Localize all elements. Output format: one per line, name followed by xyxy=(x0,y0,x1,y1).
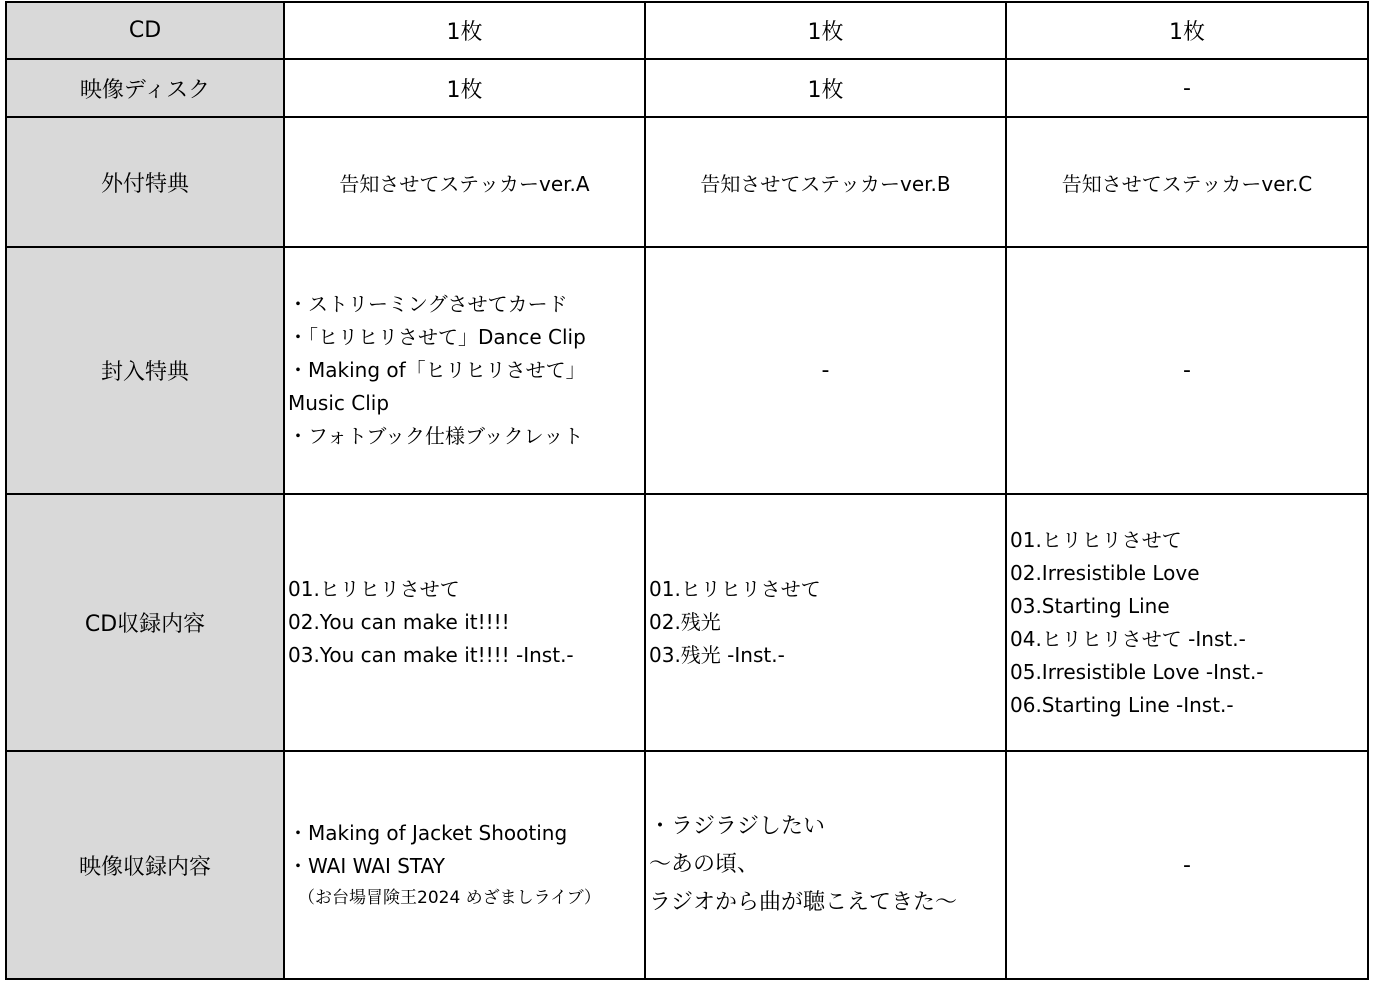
track-item: 06.Starting Line -Inst.- xyxy=(1010,692,1234,717)
cell-video-contents-b xyxy=(645,751,1006,979)
list-item-note: （お台場冒険王2024 めざましライブ） xyxy=(298,888,601,908)
table-row-video-contents xyxy=(6,751,1368,979)
list-item: ・フォトブック仕様ブックレット xyxy=(288,424,584,448)
product-comparison-table xyxy=(5,1,1369,980)
table-row-cd xyxy=(6,2,1368,59)
track-item: 01.ヒリヒリさせて xyxy=(1010,527,1182,552)
cell-external-bonus-c: 告知させてステッカーver.C xyxy=(1006,117,1368,247)
track-item: 03.残光 -Inst.- xyxy=(649,643,785,667)
track-item: 03.You can make it!!!! -Inst.- xyxy=(288,643,574,667)
table-row-video-disc xyxy=(6,59,1368,117)
cell-cd-b: 1枚 xyxy=(645,2,1006,59)
list-item: ・ストリーミングさせてカード xyxy=(288,292,568,316)
cell-cd-contents-c xyxy=(1006,494,1368,751)
cell-cd-contents-b xyxy=(645,494,1006,751)
table-row-external-bonus xyxy=(6,117,1368,247)
cell-cd-contents-a xyxy=(284,494,645,751)
track-item: 02.Irresistible Love xyxy=(1010,560,1200,585)
track-item: 01.ヒリヒリさせて xyxy=(288,577,460,601)
cell-video-contents-c: - xyxy=(1006,751,1368,979)
list-item: ・Making of「ヒリヒリさせて」 xyxy=(288,358,586,382)
cell-cd-c: 1枚 xyxy=(1006,2,1368,59)
row-header-enclosed-bonus: 封入特典 xyxy=(6,247,284,494)
track-item: 02.残光 xyxy=(649,610,721,634)
cell-cd-a: 1枚 xyxy=(284,2,645,59)
row-header-cd-contents: CD収録内容 xyxy=(6,494,284,751)
list-item: ・Making of Jacket Shooting xyxy=(288,821,568,845)
row-header-video-disc: 映像ディスク xyxy=(6,59,284,117)
cell-enclosed-bonus-b: - xyxy=(645,247,1006,494)
cell-external-bonus-b: 告知させてステッカーver.B xyxy=(645,117,1006,247)
list-item: ・ラジラジしたい xyxy=(649,814,826,839)
table-row-cd-contents xyxy=(6,494,1368,751)
cell-video-contents-a xyxy=(284,751,645,979)
list-item: ～あの頃、 xyxy=(649,852,760,877)
cell-video-disc-b: 1枚 xyxy=(645,59,1006,117)
row-header-video-contents: 映像収録内容 xyxy=(6,751,284,979)
table-row-enclosed-bonus xyxy=(6,247,1368,494)
cell-video-disc-a: 1枚 xyxy=(284,59,645,117)
list-item: ・WAI WAI STAY xyxy=(288,854,445,878)
track-item: 04.ヒリヒリさせて -Inst.- xyxy=(1010,626,1246,651)
track-item: 03.Starting Line xyxy=(1010,593,1170,618)
row-header-cd: CD xyxy=(6,2,284,59)
list-item: ラジオから曲が聴こえてきた～ xyxy=(649,890,958,915)
cell-enclosed-bonus-a xyxy=(284,247,645,494)
track-item: 01.ヒリヒリさせて xyxy=(649,577,821,601)
list-item: ・「ヒリヒリさせて」Dance Clip xyxy=(288,325,586,349)
track-item: 02.You can make it!!!! xyxy=(288,610,510,634)
cell-external-bonus-a: 告知させてステッカーver.A xyxy=(284,117,645,247)
cell-video-disc-c: - xyxy=(1006,59,1368,117)
row-header-external-bonus: 外付特典 xyxy=(6,117,284,247)
track-item: 05.Irresistible Love -Inst.- xyxy=(1010,659,1264,684)
list-item: Music Clip xyxy=(288,391,390,415)
cell-enclosed-bonus-c: - xyxy=(1006,247,1368,494)
